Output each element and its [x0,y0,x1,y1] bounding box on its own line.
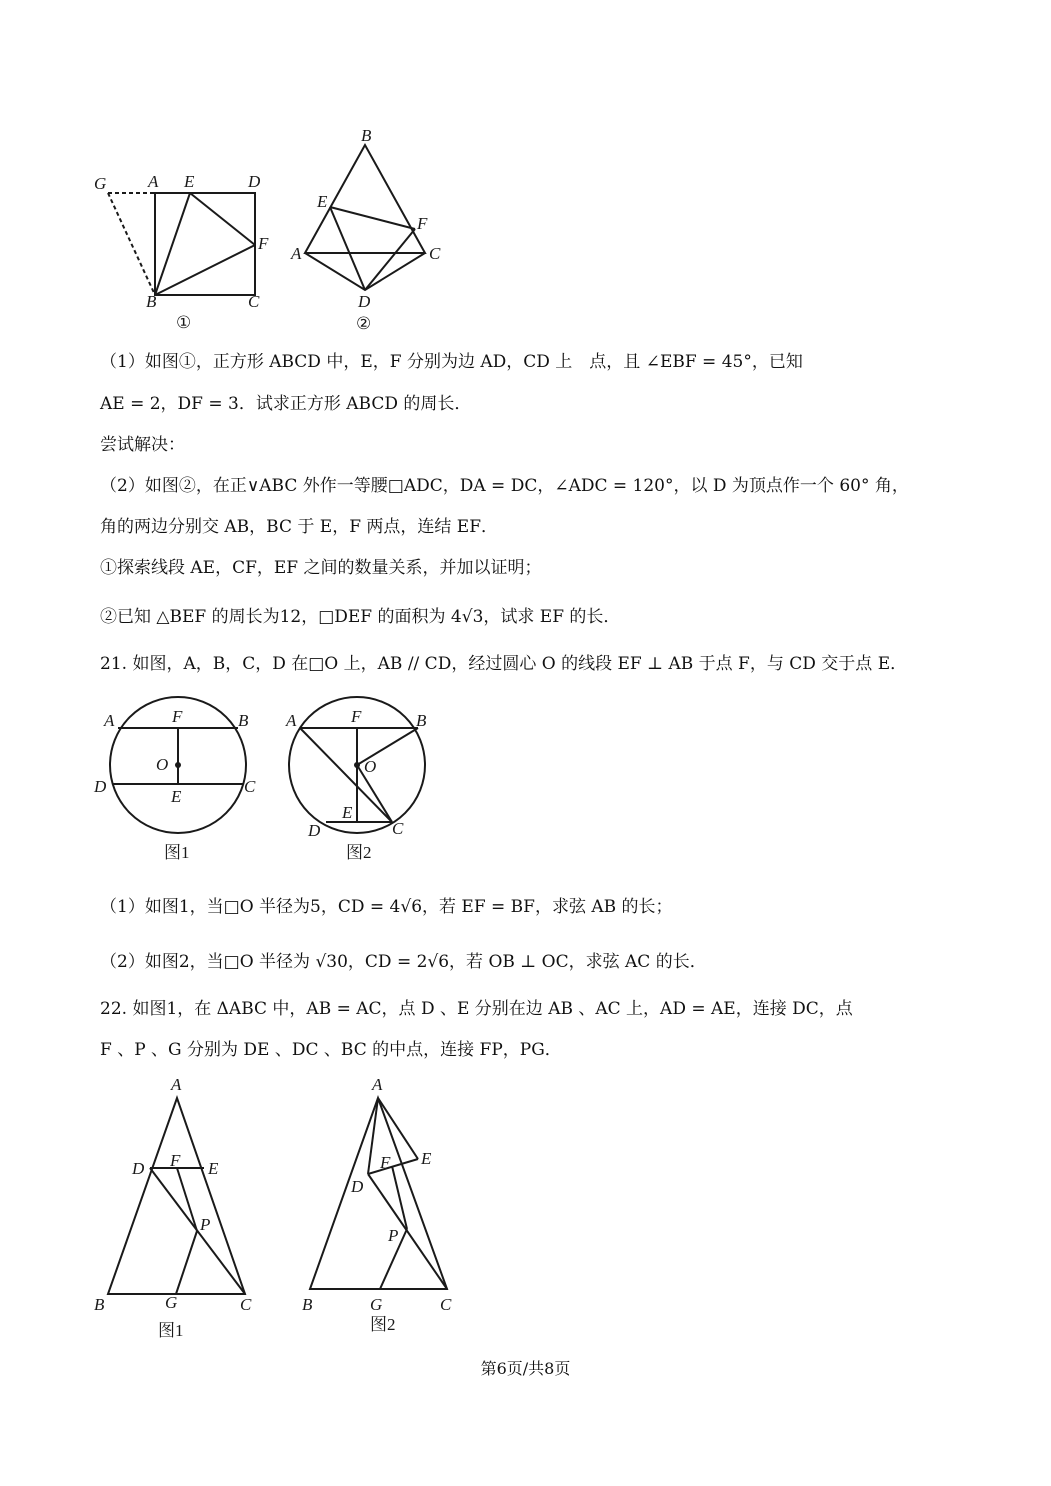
label-b: B [361,126,372,145]
label-c: C [429,244,441,263]
q20-part2-line2: 角的两边分别交 AB，BC 于 E，F 两点，连结 EF． [100,517,499,537]
q21-part2: （2）如图2，当□O 半径为 √30，CD = 2√6，若 OB ⊥ OC，求弦 AC 的长． [100,952,707,972]
q20-part1-line1: （1）如图①，正方形 ABCD 中，E，F 分别为边 AD，CD 上 点，且 ∠EBF = 45°，已知 [100,352,803,372]
label-e: E [342,803,353,822]
figure-caption: 图1 [164,843,190,862]
label-g: G [370,1295,383,1314]
label-o: O [156,755,169,774]
label-c: C [244,777,256,796]
label-e: E [421,1149,432,1168]
q21-part1: （1）如图1，当□O 半径为5，CD = 4√6，若 EF = BF，求弦 AB 的长； [100,897,673,917]
label-a: A [291,244,302,263]
label-e: E [317,192,328,211]
center-dot [175,762,181,768]
segment-gb [108,193,155,295]
center-dot [354,762,360,768]
label-a: A [286,711,297,730]
q20-part1-line2: AE = 2，DF = 3．试求正方形 ABCD 的周长． [100,394,472,414]
segment-ae [378,1098,418,1159]
label-c: C [440,1295,452,1314]
label-p: P [200,1215,211,1234]
label-b: B [416,711,427,730]
label-d: D [308,821,321,840]
label-c: C [392,819,404,838]
segment-pg [176,1231,197,1294]
segment-df [365,229,415,290]
label-b: B [94,1295,105,1314]
q21-stem: 21. 如图，A，B，C，D 在□O 上，AB // CD，经过圆心 O 的线段 EF ⊥ AB 于点 F，与 CD 交于点 E． [100,654,908,674]
label-d: D [358,292,371,311]
label-d: D [94,777,107,796]
label-b: B [146,292,157,311]
q20-part2-sub2: ②已知 △BEF 的周长为12，□DEF 的面积为 4√3，试求 EF 的长． [100,607,621,627]
label-f: F [170,1151,181,1170]
q22-stem-line2: F 、P 、G 分别为 DE 、DC 、BC 的中点，连接 FP，PG． [100,1040,562,1060]
q20-try-heading: 尝试解决： [100,435,185,455]
label-d: D [248,172,261,191]
figure-triangle [285,125,460,335]
segment-dc [150,1168,245,1294]
segment-dc [368,1174,447,1289]
label-o: O [364,757,377,776]
label-e: E [208,1159,219,1178]
figure-circle-2 [280,700,455,870]
label-a: A [171,1075,182,1094]
label-a: A [372,1075,383,1094]
figure-caption: 图2 [370,1315,396,1334]
label-e: E [171,787,182,806]
q22-stem-line1: 22. 如图1，在 ΔABC 中，AB = AC，点 D 、E 分别在边 AB 、AC 上，AD = AE，连接 DC，点 [100,999,853,1019]
figure-caption: 图1 [158,1321,184,1340]
label-f: F [417,214,428,233]
q20-part2-line1: （2）如图②，在正∨ABC 外作一等腰□ADC，DA = DC，∠ADC = 120°，以 D 为顶点作一个 60° 角， [100,476,909,496]
label-g: G [94,174,107,193]
figure-isosceles-1 [90,1072,275,1347]
figure-isosceles-2 [290,1072,465,1347]
figure-caption: ① [176,313,192,332]
label-a: A [148,172,159,191]
label-g: G [165,1293,178,1312]
label-c: C [248,292,260,311]
figure-caption: 图2 [346,843,372,862]
q20-part2-sub1: ①探索线段 AE，CF，EF 之间的数量关系，并加以证明； [100,558,542,578]
label-e: E [184,172,195,191]
label-b: B [302,1295,313,1314]
square-abcd [155,193,255,295]
label-p: P [388,1226,399,1245]
label-b: B [238,711,249,730]
label-f: F [380,1153,391,1172]
label-f: F [351,707,362,726]
segment-ef [190,193,255,245]
figure-square [90,165,290,340]
label-d: D [132,1159,145,1178]
segment-de [330,207,365,290]
label-d: D [351,1177,364,1196]
figure-circle-1 [92,700,277,870]
page-footer: 第6页/共8页 [480,1359,571,1378]
segment-fp [177,1168,197,1231]
triangle-abc [108,1098,245,1294]
label-f: F [172,707,183,726]
triangle-adc [305,253,425,290]
label-c: C [240,1295,252,1314]
label-a: A [104,711,115,730]
figure-caption: ② [356,314,372,333]
label-f: F [258,234,269,253]
